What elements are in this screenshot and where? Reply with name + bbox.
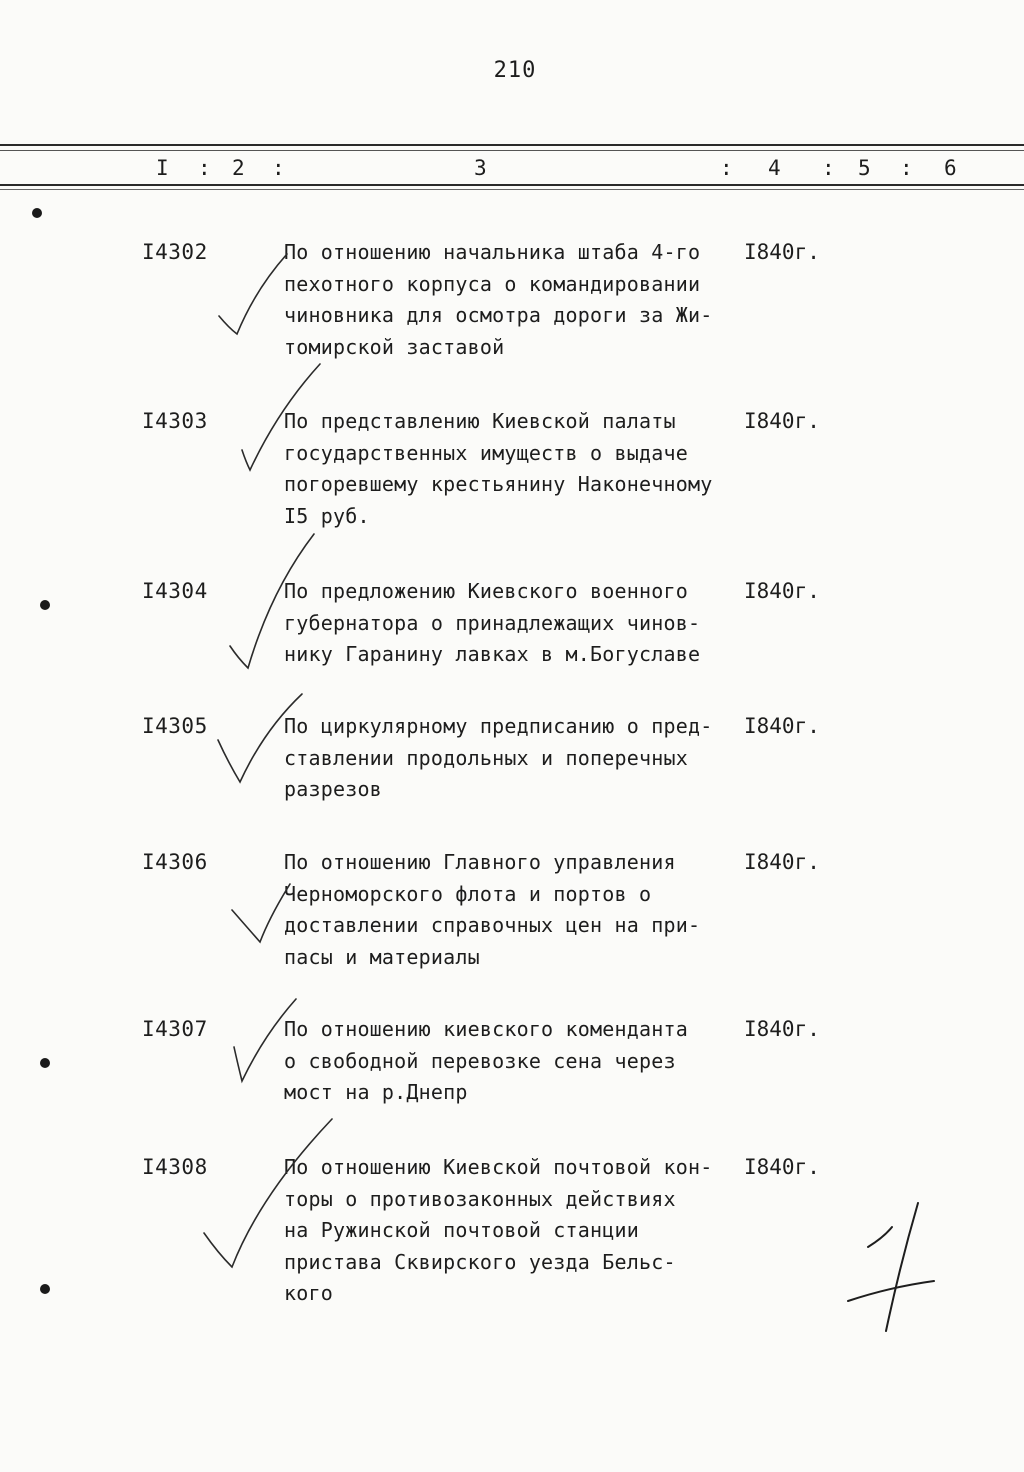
entry-year: I840г. [744,714,820,738]
handwritten-mark-icon [840,1195,940,1335]
check-mark-icon [226,530,321,675]
punch-hole [40,1058,50,1068]
column-header-1: I [156,156,169,180]
entry-description: По циркулярному предписанию о пред- ставлении продольных и поперечных разрезов [284,714,713,801]
page-number: 210 [493,58,537,83]
entry-year: I840г. [744,409,820,433]
column-separator: : [720,156,733,180]
check-mark-icon [215,250,295,340]
entry-number: I4308 [142,1155,208,1179]
punch-hole [40,1284,50,1294]
punch-hole [32,208,42,218]
header-rule-bottom-thin [0,189,1024,190]
entry-year: I840г. [744,850,820,874]
entry-number: I4306 [142,850,208,874]
entry-number: I4305 [142,714,208,738]
entry-number: I4307 [142,1017,208,1041]
check-mark-icon [200,1115,340,1275]
entry-year: I840г. [744,579,820,603]
check-mark-icon [228,995,303,1090]
column-header-5: 5 [858,156,871,180]
header-rule-top-thin [0,150,1024,151]
check-mark-icon [228,880,298,950]
entry-number: I4302 [142,240,208,264]
column-header-3: 3 [474,156,487,180]
entry-year: I840г. [744,1017,820,1041]
column-header-4: 4 [768,156,781,180]
column-separator: : [900,156,913,180]
column-header-2: 2 [232,156,245,180]
check-mark-icon [214,690,309,790]
entry-number: I4303 [142,409,208,433]
entry-description: По отношению Главного управления Черноморского флота и портов о доставлении справочных цен на при- пасы и материалы [284,850,701,969]
entry-description: По предложению Киевского военного губернатора о принадлежащих чинов- нику Гаранину лавках в м.Богуславе [284,579,701,666]
entry-description: По отношению Киевской почтовой кон- торы о противозаконных действиях на Ружинской почтовой станции пристава Сквирского уезда Бельс- кого [284,1155,713,1305]
column-separator: : [272,156,285,180]
entry-year: I840г. [744,240,820,264]
header-rule-bottom [0,184,1024,186]
entry-description: По отношению киевского коменданта о свободной перевозке сена через мост на р.Днепр [284,1017,688,1104]
header-rule-top [0,144,1024,146]
check-mark-icon [238,360,328,475]
punch-hole [40,600,50,610]
entry-year: I840г. [744,1155,820,1179]
entry-number: I4304 [142,579,208,603]
entry-description: По отношению начальника штаба 4-го пехотного корпуса о командировании чиновника для осмотра дороги за Жи- томирской заставой [284,240,713,359]
column-separator: : [822,156,835,180]
entry-description: По представлению Киевской палаты государственных имуществ о выдаче погоревшему крестьянину Наконечному I5 руб. [284,409,713,528]
column-header-6: 6 [944,156,957,180]
column-separator: : [198,156,211,180]
